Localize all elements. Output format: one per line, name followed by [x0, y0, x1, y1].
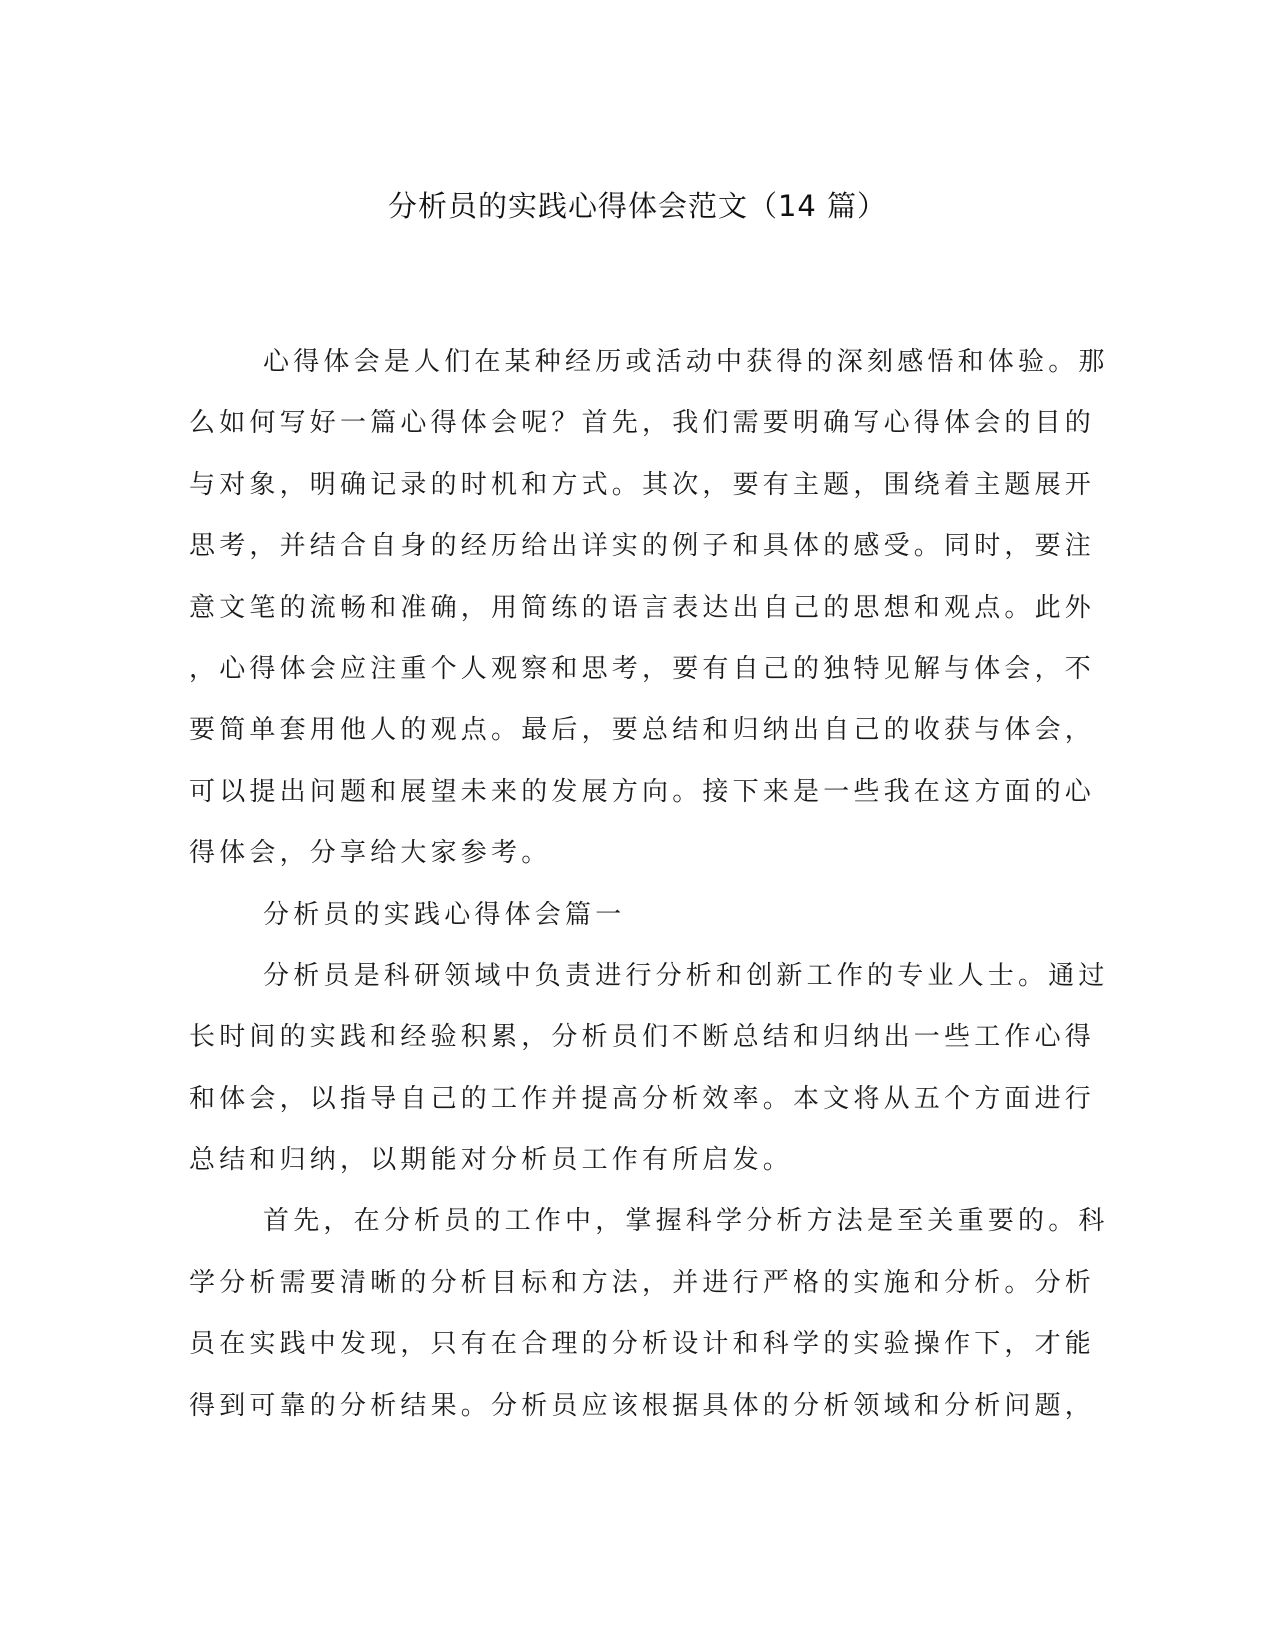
section-heading: 分析员的实践心得体会篇一: [263, 899, 626, 930]
paragraph-line: 得体会，分享给大家参考。: [189, 838, 552, 869]
paragraph-line: 思考，并结合自身的经历给出详实的例子和具体的感受。同时，要注: [189, 531, 1096, 562]
document-title: 分析员的实践心得体会范文（14 篇）: [387, 189, 888, 223]
paragraph-line: 学分析需要清晰的分析目标和方法，并进行严格的实施和分析。分析: [189, 1267, 1096, 1298]
paragraph-line: 与对象，明确记录的时机和方式。其次，要有主题，围绕着主题展开: [189, 469, 1096, 500]
paragraph-line: ，心得体会应注重个人观察和思考，要有自己的独特见解与体会，不: [189, 653, 1096, 684]
paragraph-line: 得到可靠的分析结果。分析员应该根据具体的分析领域和分析问题，: [189, 1390, 1096, 1421]
paragraph-line: 可以提出问题和展望未来的发展方向。接下来是一些我在这方面的心: [189, 776, 1096, 807]
paragraph-line: 分析员是科研领域中负责进行分析和创新工作的专业人士。通过: [263, 960, 1109, 991]
paragraph-line: 要简单套用他人的观点。最后，要总结和归纳出自己的收获与体会，: [189, 715, 1096, 746]
paragraph-line: 意文笔的流畅和准确，用简练的语言表达出自己的思想和观点。此外: [189, 592, 1096, 623]
paragraph-line: 和体会，以指导自己的工作并提高分析效率。本文将从五个方面进行: [189, 1083, 1096, 1114]
document-body: [189, 332, 1109, 1437]
paragraph-line: 长时间的实践和经验积累，分析员们不断总结和归纳出一些工作心得: [189, 1022, 1096, 1053]
paragraph-line: 员在实践中发现，只有在合理的分析设计和科学的实验操作下，才能: [189, 1329, 1096, 1360]
paragraph-line: 心得体会是人们在某种经历或活动中获得的深刻感悟和体验。那: [263, 347, 1109, 377]
paragraph-line: 总结和归纳，以期能对分析员工作有所启发。: [189, 1145, 794, 1176]
paragraph-line: 首先，在分析员的工作中，掌握科学分析方法是至关重要的。科: [263, 1206, 1109, 1237]
paragraph-line: 么如何写好一篇心得体会呢？首先，我们需要明确写心得体会的目的: [189, 408, 1096, 439]
